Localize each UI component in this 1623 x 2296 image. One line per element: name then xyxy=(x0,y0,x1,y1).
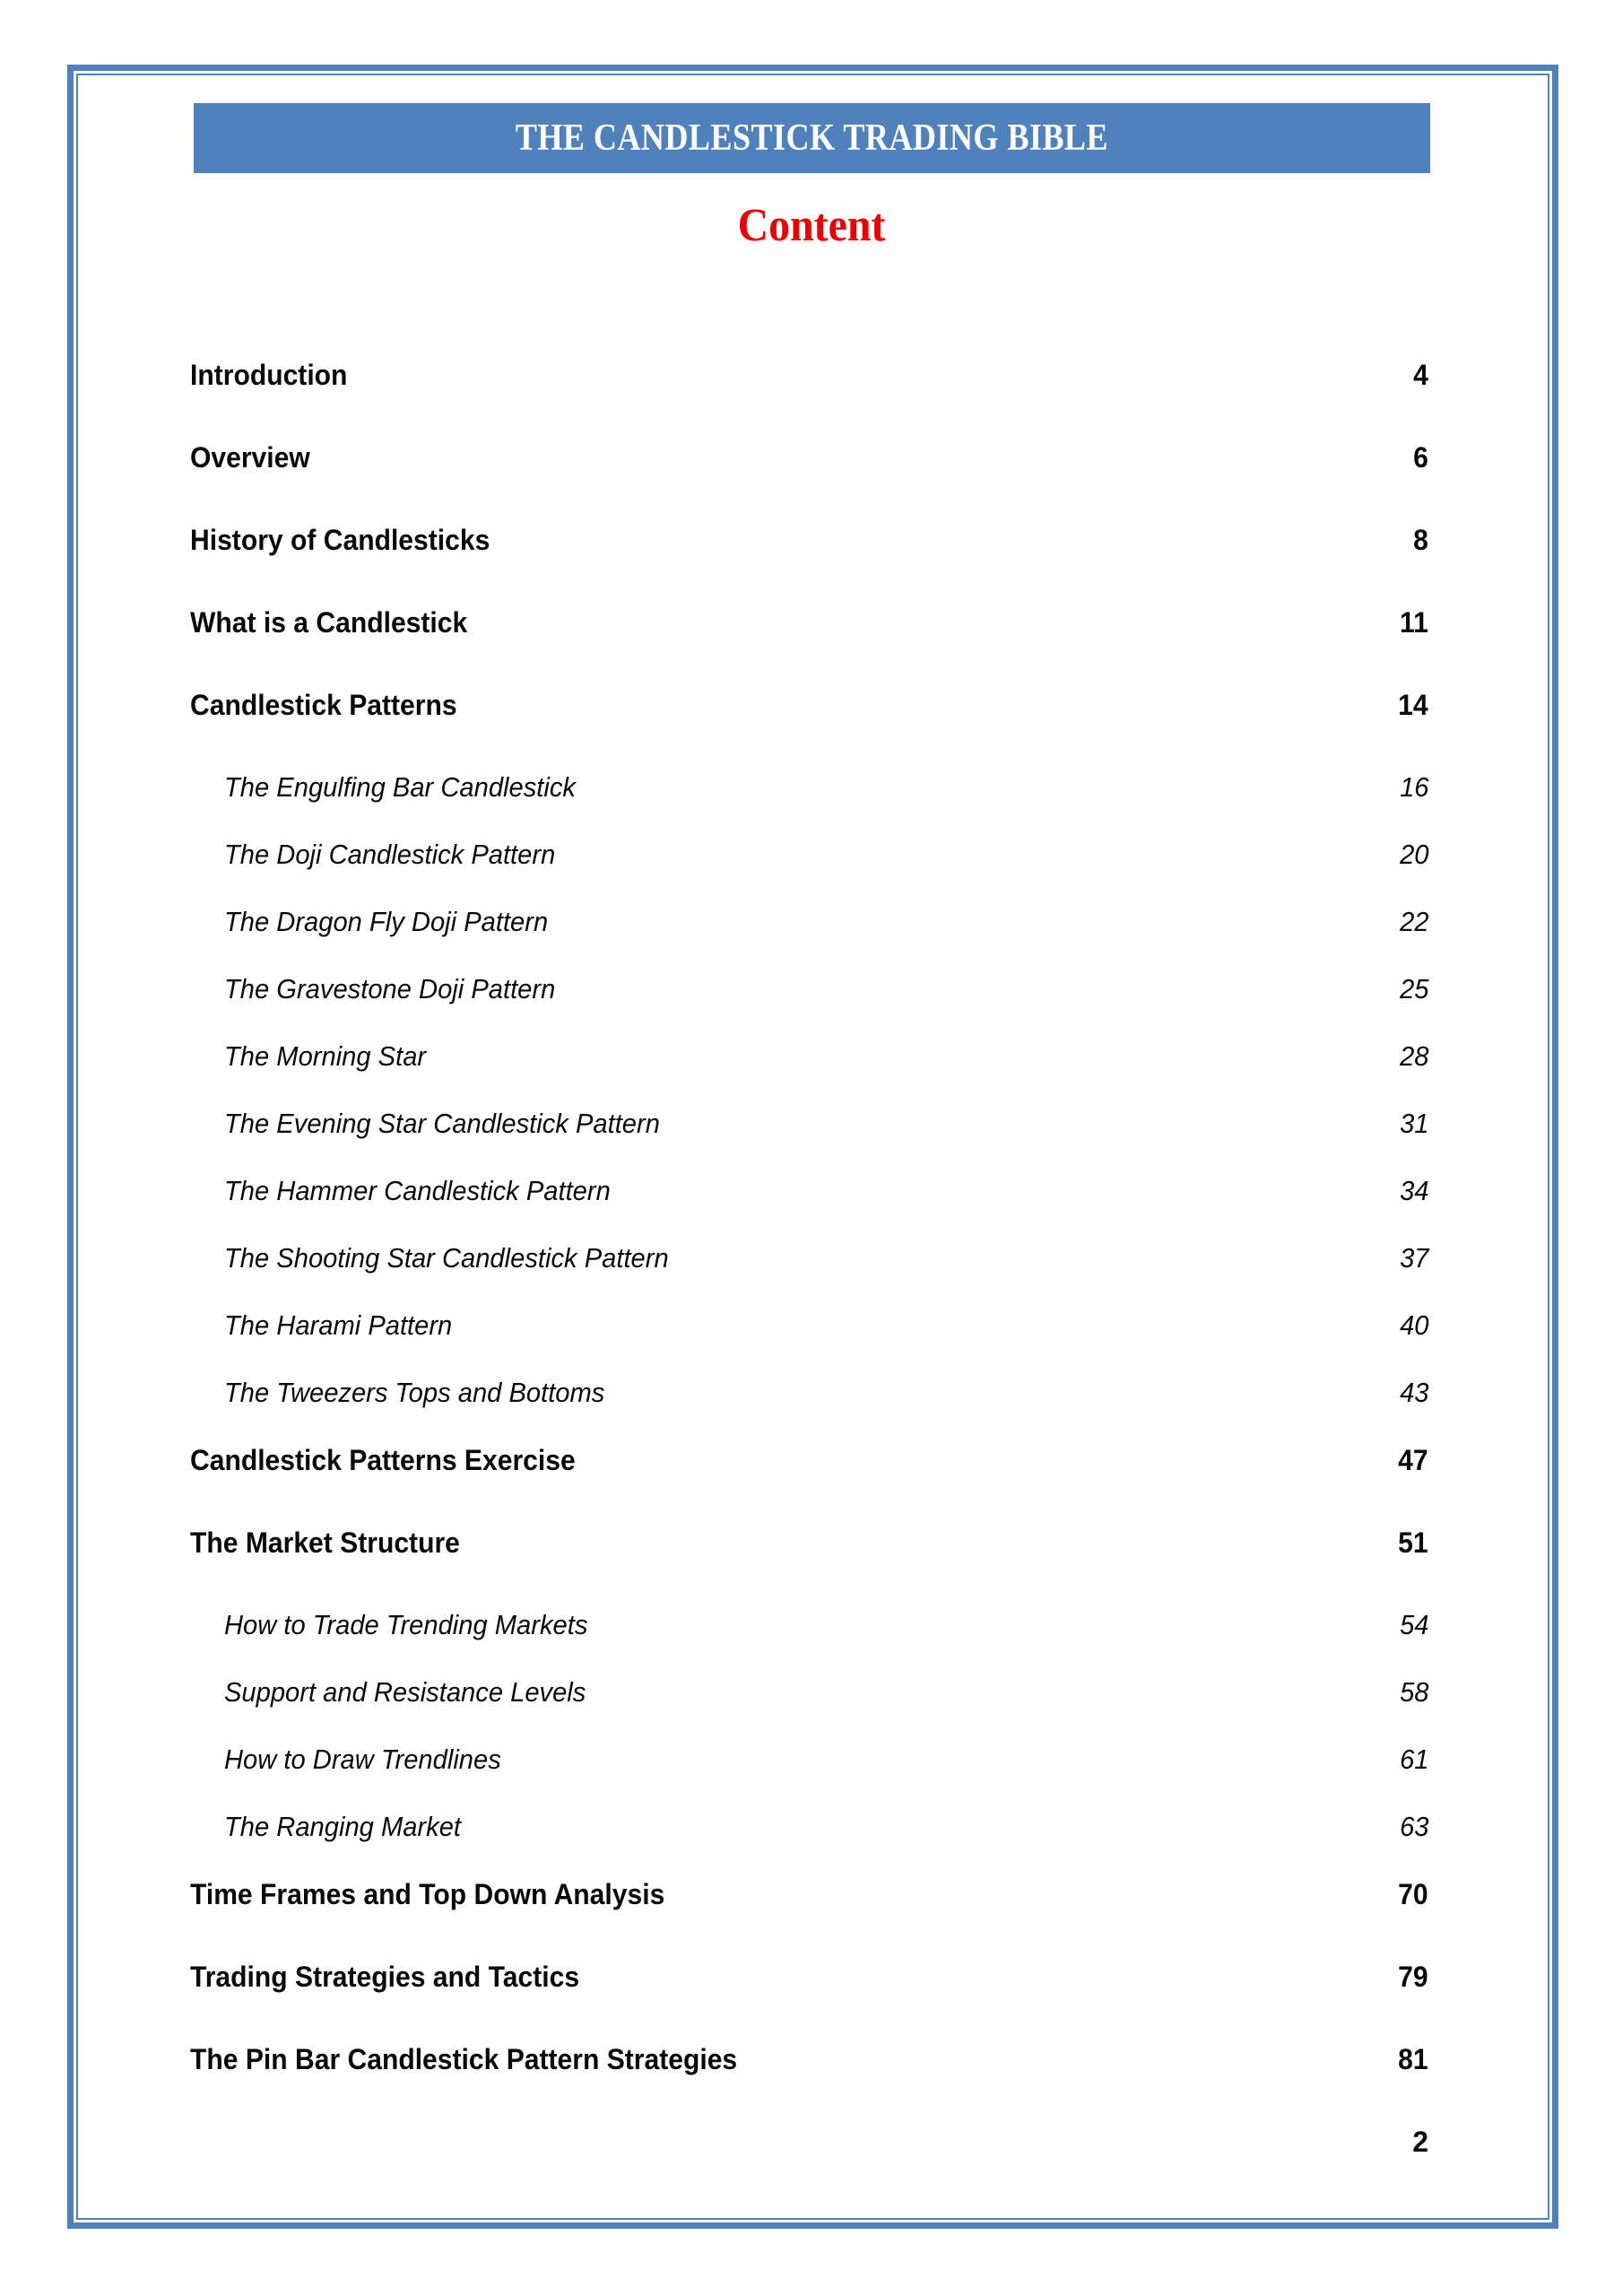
toc-entry-page-number: 70 xyxy=(1398,1878,1428,1910)
toc-entry-primary[interactable] xyxy=(190,1878,1428,1961)
toc-entry-page-number: 4 xyxy=(1413,359,1428,391)
toc-entry-label: The Dragon Fly Doji Pattern xyxy=(224,906,549,937)
toc-entry-page-number: 63 xyxy=(1399,1811,1428,1842)
toc-entry-page-number: 8 xyxy=(1413,524,1428,556)
toc-entry-primary[interactable] xyxy=(190,1444,1428,1526)
toc-entry-secondary[interactable] xyxy=(190,1811,1428,1878)
toc-entry-page-number: 58 xyxy=(1399,1676,1428,1708)
toc-entry-page-number: 79 xyxy=(1398,1961,1428,1993)
book-title: THE CANDLESTICK TRADING BIBLE xyxy=(515,117,1109,159)
toc-entry-secondary[interactable] xyxy=(190,1309,1428,1377)
toc-entry-page-number: 25 xyxy=(1399,973,1428,1004)
toc-entry-label: The Engulfing Bar Candlestick xyxy=(224,771,576,803)
toc-entry-label: Support and Resistance Levels xyxy=(224,1676,586,1708)
toc-entry-primary[interactable] xyxy=(190,359,1428,441)
toc-entry-page-number: 43 xyxy=(1399,1377,1428,1408)
toc-entry-page-number: 28 xyxy=(1399,1040,1428,1072)
toc-entry-label: How to Trade Trending Markets xyxy=(224,1609,588,1640)
toc-entry-label: Introduction xyxy=(190,359,348,391)
toc-entry-secondary[interactable] xyxy=(190,1242,1428,1309)
toc-entry-primary[interactable] xyxy=(190,524,1428,606)
toc-entry-secondary[interactable] xyxy=(190,906,1428,973)
toc-entry-page-number: 14 xyxy=(1398,689,1428,721)
toc-entry-page-number: 47 xyxy=(1398,1444,1428,1476)
toc-entry-label: Time Frames and Top Down Analysis xyxy=(190,1878,665,1910)
toc-entry-page-number: 37 xyxy=(1399,1242,1428,1274)
title-banner xyxy=(194,103,1430,173)
toc-entry-label: The Shooting Star Candlestick Pattern xyxy=(224,1242,669,1274)
toc-entry-secondary[interactable] xyxy=(190,1377,1428,1444)
table-of-contents xyxy=(190,359,1428,2126)
toc-entry-page-number: 31 xyxy=(1399,1108,1428,1139)
toc-entry-secondary[interactable] xyxy=(190,1175,1428,1242)
toc-entry-secondary[interactable] xyxy=(190,1108,1428,1175)
toc-entry-page-number: 81 xyxy=(1398,2043,1428,2075)
toc-entry-page-number: 54 xyxy=(1399,1609,1428,1640)
toc-entry-page-number: 34 xyxy=(1399,1175,1428,1206)
toc-entry-label: The Tweezers Tops and Bottoms xyxy=(224,1377,605,1408)
toc-entry-label: The Pin Bar Candlestick Pattern Strategies xyxy=(190,2043,738,2075)
toc-entry-page-number: 61 xyxy=(1399,1744,1428,1775)
toc-entry-label: The Gravestone Doji Pattern xyxy=(224,973,556,1004)
toc-entry-secondary[interactable] xyxy=(190,1744,1428,1811)
toc-entry-label: How to Draw Trendlines xyxy=(224,1744,501,1775)
toc-entry-secondary[interactable] xyxy=(190,1040,1428,1108)
toc-entry-page-number: 16 xyxy=(1399,771,1428,803)
toc-entry-primary[interactable] xyxy=(190,1961,1428,2043)
toc-entry-label: The Evening Star Candlestick Pattern xyxy=(224,1108,660,1139)
toc-entry-label: Candlestick Patterns xyxy=(190,689,457,721)
toc-entry-label: History of Candlesticks xyxy=(190,524,490,556)
toc-entry-label: What is a Candlestick xyxy=(190,606,468,639)
toc-entry-label: Overview xyxy=(190,441,310,474)
toc-entry-page-number: 22 xyxy=(1399,906,1428,937)
toc-entry-primary[interactable] xyxy=(190,2043,1428,2126)
toc-entry-primary[interactable] xyxy=(190,1526,1428,1609)
toc-entry-label: The Doji Candlestick Pattern xyxy=(224,839,556,870)
toc-entry-secondary[interactable] xyxy=(190,973,1428,1040)
toc-entry-secondary[interactable] xyxy=(190,839,1428,906)
toc-entry-page-number: 51 xyxy=(1398,1526,1428,1559)
toc-entry-primary[interactable] xyxy=(190,606,1428,689)
toc-entry-page-number: 6 xyxy=(1413,441,1428,474)
toc-entry-label: Candlestick Patterns Exercise xyxy=(190,1444,576,1476)
toc-entry-primary[interactable] xyxy=(190,689,1428,771)
toc-entry-page-number: 11 xyxy=(1400,606,1428,639)
toc-entry-secondary[interactable] xyxy=(190,771,1428,839)
footer-page-number: 2 xyxy=(1412,2126,1428,2158)
toc-entry-label: The Market Structure xyxy=(190,1526,460,1559)
toc-entry-secondary[interactable] xyxy=(190,1609,1428,1676)
toc-entry-label: The Morning Star xyxy=(224,1040,427,1072)
toc-entry-label: The Ranging Market xyxy=(224,1811,462,1842)
toc-entry-label: Trading Strategies and Tactics xyxy=(190,1961,580,1993)
page-title: Content xyxy=(737,200,886,251)
toc-entry-page-number: 40 xyxy=(1399,1309,1428,1341)
toc-entry-label: The Harami Pattern xyxy=(224,1309,453,1341)
toc-entry-page-number: 20 xyxy=(1399,839,1428,870)
toc-entry-primary[interactable] xyxy=(190,441,1428,524)
toc-entry-secondary[interactable] xyxy=(190,1676,1428,1744)
toc-entry-label: The Hammer Candlestick Pattern xyxy=(224,1175,611,1206)
